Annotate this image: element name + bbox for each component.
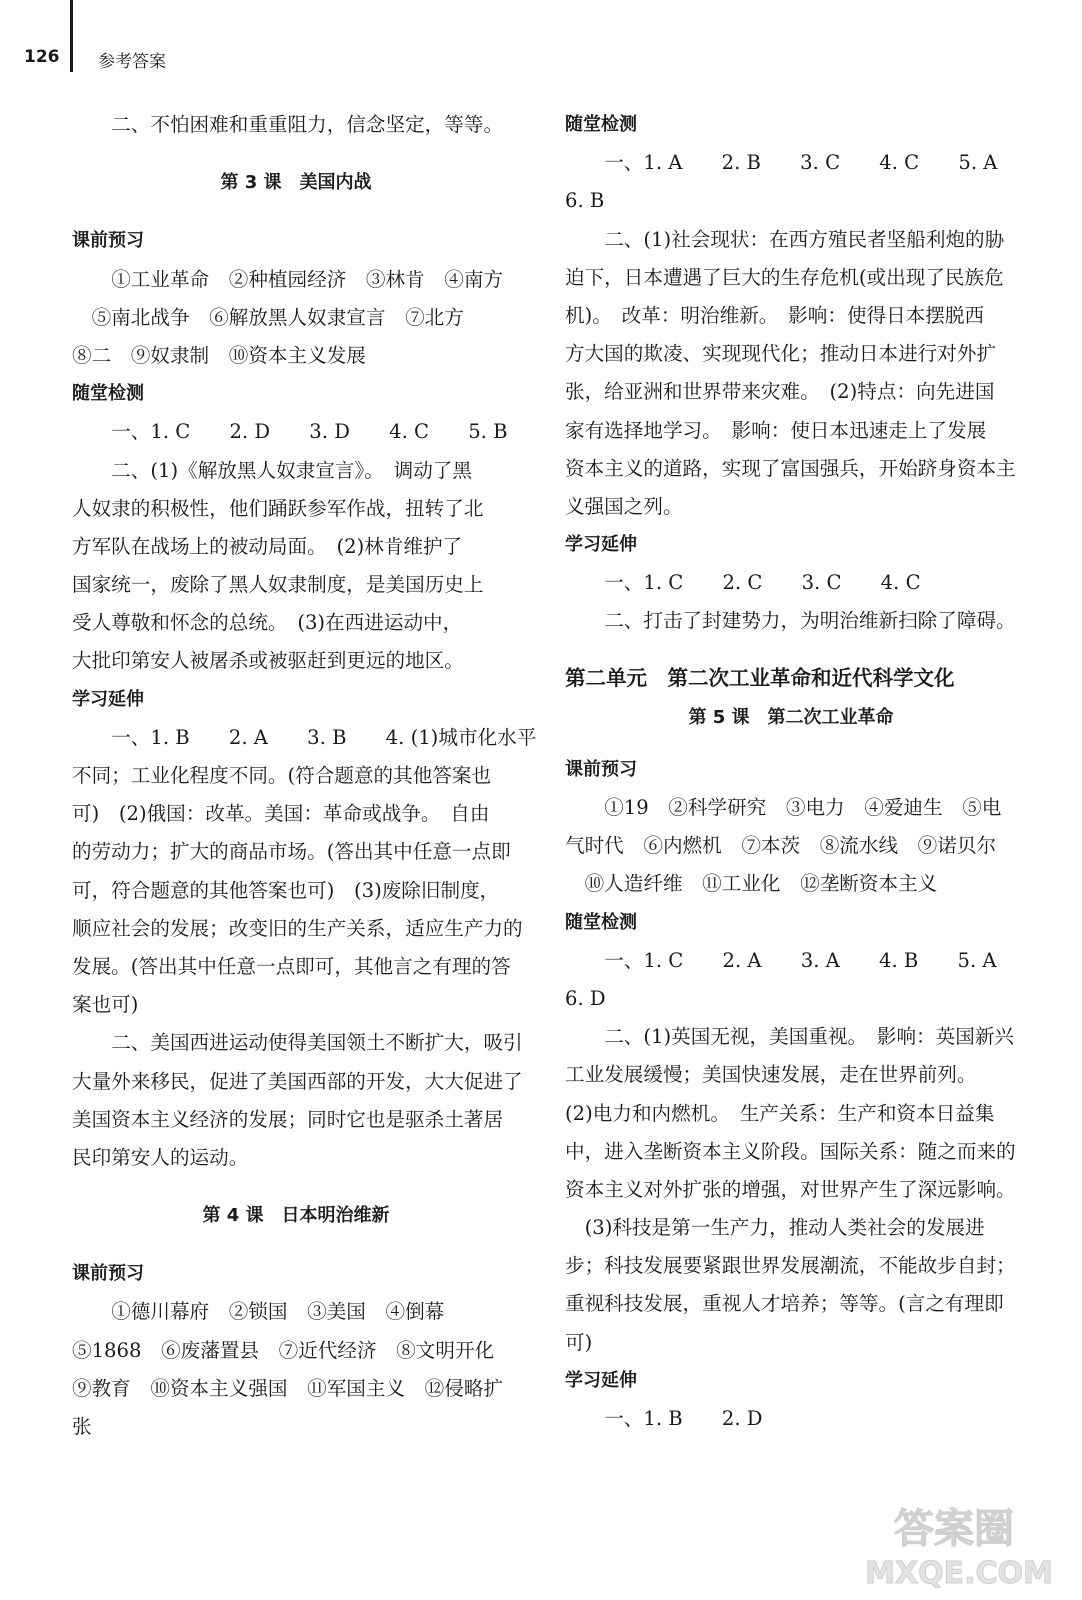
text-line-indented: 二、打击了封建势力，为明治维新扫除了障碍。 xyxy=(604,609,1016,633)
text-line: 的劳动力；扩大的商品市场。(答出其中任意一点即 xyxy=(72,840,511,864)
left-column xyxy=(72,106,537,1446)
text-line-indented: (3)科技是第一生产力，推动人类社会的发展进 xyxy=(584,1216,985,1240)
text-line: 大量外来移民，促进了美国西部的开发，大大促进了 xyxy=(72,1069,523,1093)
text-line: 家有选择地学习。 影响：使日本迅速走上了发展 xyxy=(565,418,987,442)
text-line-indented: ①德川幕府 ②锁国 ③美国 ④倒幕 xyxy=(111,1300,445,1324)
spacer xyxy=(72,202,520,222)
section-heading: 随堂检测 xyxy=(72,383,144,405)
unit-title: 第二单元 第二次工业革命和近代科学文化 xyxy=(565,665,955,690)
spacer xyxy=(565,641,1017,657)
watermark-title: 答案圈 xyxy=(894,1506,1014,1552)
text-line: 可) xyxy=(565,1330,593,1354)
text-line-indented: 一、1. C 2. C 3. C 4. C xyxy=(604,571,921,595)
text-line: 受人尊敬和怀念的总统。 (3)在西进运动中， xyxy=(72,611,463,635)
lesson-title: 第 4 课 日本明治维新 xyxy=(202,1205,390,1227)
section-heading: 随堂检测 xyxy=(565,911,637,933)
section-heading: 随堂检测 xyxy=(565,114,637,135)
page-number: 126 xyxy=(24,47,60,67)
header-divider xyxy=(70,0,73,72)
text-line: 人奴隶的积极性，他们踊跃参军作战，扭转了北 xyxy=(72,496,484,520)
lesson-title: 第 3 课 美国内战 xyxy=(220,172,372,194)
text-line: 大批印第安人被屠杀或被驱赶到更远的地区。 xyxy=(72,649,464,673)
text-line-indented: ⑤南北战争 ⑥解放黑人奴隶宣言 ⑦北方 xyxy=(91,305,464,329)
text-line: 义强国之列。 xyxy=(565,494,683,518)
text-line: ⑧二 ⑨奴隶制 ⑩资本主义发展 xyxy=(72,343,366,367)
text-line: 迫下，日本遭遇了巨大的生存危机(或出现了民族危 xyxy=(565,265,1004,289)
text-line-indented: 一、1. B 2. A 3. B 4. (1)城市化水平 xyxy=(111,725,537,749)
text-line: ⑨教育 ⑩资本主义强国 ⑪军国主义 ⑫侵略扩 xyxy=(72,1376,504,1400)
text-line: ⑤1868 ⑥废藩置县 ⑦近代经济 ⑧文明开化 xyxy=(72,1338,495,1362)
text-line-indented: ⑩人造纤维 ⑪工业化 ⑫垄断资本主义 xyxy=(584,872,938,896)
watermark-logo xyxy=(854,1497,1064,1592)
section-heading: 学习延伸 xyxy=(72,688,144,710)
text-line: 案也可) xyxy=(72,993,139,1017)
text-line: 可) (2)俄国：改革。美国：革命或战争。 自由 xyxy=(72,802,490,826)
text-line-indented: 二、(1)社会现状：在西方殖民者坚船利炮的胁 xyxy=(604,227,1005,251)
text-line: 步；科技发展要紧跟世界发展潮流，不能故步自封； xyxy=(565,1254,1016,1278)
text-line: 方军队在战场上的被动局面。 (2)林肯维护了 xyxy=(72,534,463,558)
text-line: 资本主义的道路，实现了富国强兵，开始跻身资本主 xyxy=(565,456,1016,480)
text-line: 6. D xyxy=(565,986,606,1010)
text-line: 机)。 改革：明治维新。 影响：使得日本摆脱西 xyxy=(565,303,985,327)
spacer xyxy=(72,144,520,164)
text-line: 资本主义对外扩张的增强，对世界产生了深远影响。 xyxy=(565,1177,1016,1201)
section-heading: 课前预习 xyxy=(72,230,144,252)
text-line: 重视科技发展，重视人才培养；等等。(言之有理即 xyxy=(565,1292,1004,1316)
text-line-indented: 二、美国西进运动使得美国领土不断扩大，吸引 xyxy=(111,1031,523,1055)
text-line-indented: 一、1. B 2. D xyxy=(604,1407,763,1430)
text-line: 中，进入垄断资本主义阶段。国际关系：随之而来的 xyxy=(565,1139,1016,1163)
text-line: 张 xyxy=(72,1415,92,1438)
text-line-indented: 二、(1)英国无视，美国重视。 影响：英国新兴 xyxy=(604,1025,1015,1049)
text-line: 工业发展缓慢；美国快速发展，走在世界前列。 xyxy=(565,1063,977,1087)
section-heading: 学习延伸 xyxy=(565,1369,637,1391)
text-line: 方大国的欺凌、实现现代化；推动日本进行对外扩 xyxy=(565,342,997,366)
text-line: 国家统一，废除了黑人奴隶制度，是美国历史上 xyxy=(72,573,484,597)
section-heading: 课前预习 xyxy=(565,758,637,780)
text-line-indented: 一、1. A 2. B 3. C 4. C 5. A xyxy=(604,151,998,175)
spacer xyxy=(565,737,1017,751)
text-line: 发展。(答出其中任意一点即可，其他言之有理的答 xyxy=(72,954,511,978)
text-line: 美国资本主义经济的发展；同时它也是驱杀土著居 xyxy=(72,1107,504,1131)
text-line-indented: 二、不怕困难和重重阻力，信念坚定，等等。 xyxy=(111,113,504,136)
text-line: 顺应社会的发展；改变旧的生产关系，适应生产力的 xyxy=(72,916,523,940)
text-line: 气时代 ⑥内燃机 ⑦本茨 ⑧流水线 ⑨诺贝尔 xyxy=(565,834,997,858)
text-line-indented: 一、1. C 2. A 3. A 4. B 5. A xyxy=(604,948,997,972)
spacer xyxy=(72,1177,520,1197)
text-line: 可，符合题意的其他答案也可) (3)废除旧制度， xyxy=(72,878,500,902)
text-line: 不同；工业化程度不同。(符合题意的其他答案也 xyxy=(72,764,492,787)
text-line: 6. B xyxy=(565,189,605,213)
text-line-indented: ①工业革命 ②种植园经济 ③林肯 ④南方 xyxy=(111,267,504,291)
text-line-indented: 一、1. C 2. D 3. D 4. C 5. B xyxy=(111,420,508,444)
watermark-url: MXQE.COM xyxy=(865,1556,1053,1591)
right-column xyxy=(565,106,1017,1438)
lesson-title: 第 5 课 第二次工业革命 xyxy=(688,706,894,728)
text-line: 张，给亚洲和世界带来灾难。 (2)特点：向先进国 xyxy=(565,380,995,404)
page-header xyxy=(0,0,1082,80)
header-title: 参考答案 xyxy=(98,52,166,72)
section-heading: 课前预习 xyxy=(72,1263,144,1285)
text-line: 民印第安人的运动。 xyxy=(72,1145,249,1169)
text-line-indented: 二、(1)《解放黑人奴隶宣言》。 调动了黑 xyxy=(111,458,473,482)
text-line-indented: ①19 ②科学研究 ③电力 ④爱迪生 ⑤电 xyxy=(604,796,1002,819)
text-line: (2)电力和内燃机。 生产关系：生产和资本日益集 xyxy=(565,1101,995,1125)
spacer xyxy=(72,1235,520,1255)
section-heading: 学习延伸 xyxy=(565,534,637,556)
